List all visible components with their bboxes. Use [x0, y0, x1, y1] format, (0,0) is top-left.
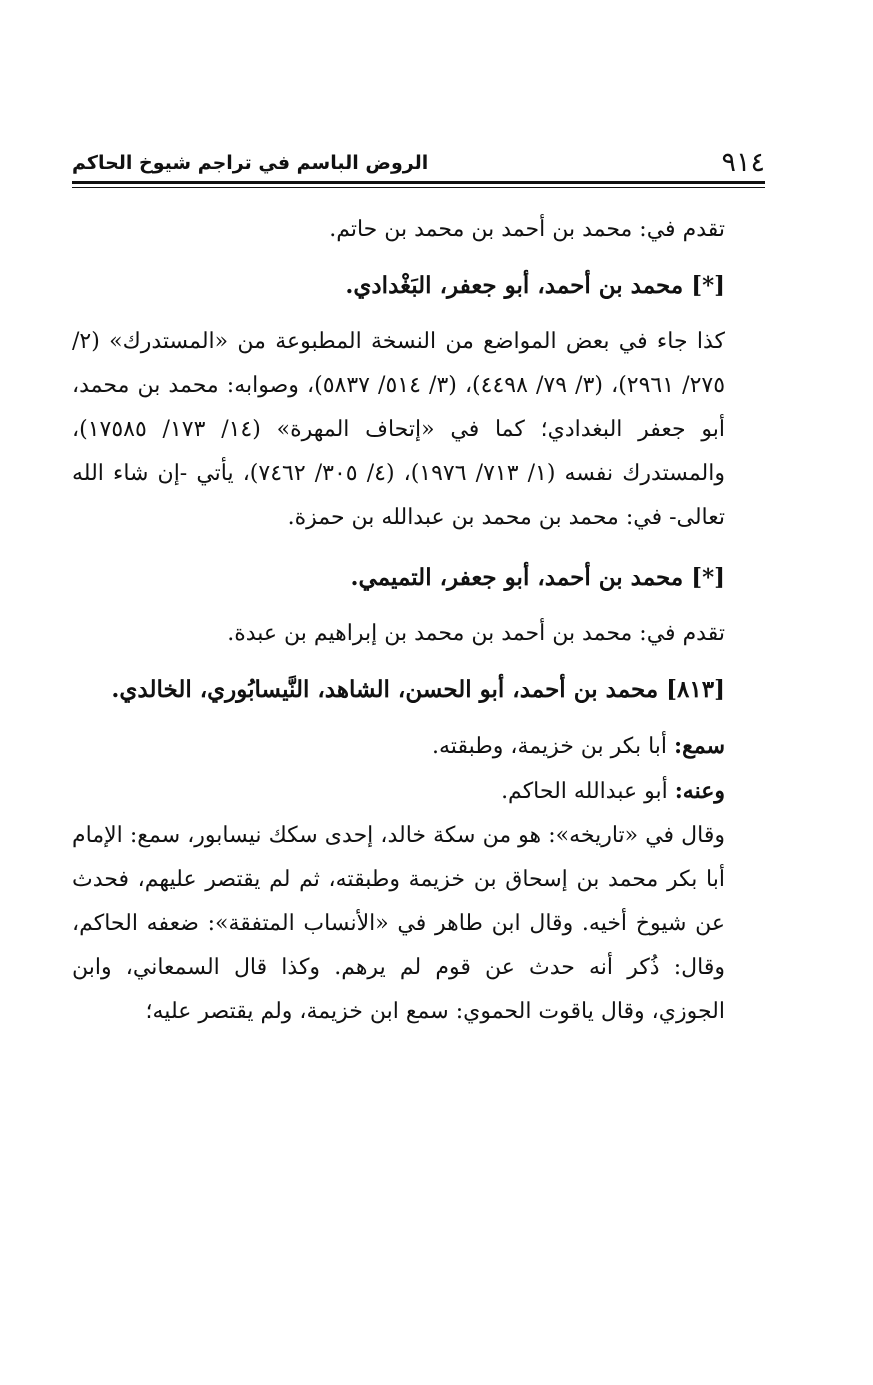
- entry-heading: [*] محمد بن أحمد، أبو جعفر، التميمي.: [350, 564, 725, 591]
- heard-from-line: [72, 724, 765, 769]
- narrated-by-line: [72, 769, 765, 814]
- header-rule-thin: [72, 187, 765, 188]
- narrated-by-label: وعنه:: [674, 778, 725, 804]
- entry-heading: [٨١٣] محمد بن أحمد، أبو الحسن، الشاهد، النَّيسابُوري، الخالدي.: [111, 676, 725, 703]
- heard-from-text: أبا بكر بن خزيمة، وطبقته.: [432, 734, 668, 759]
- entry-paragraph: كذا جاء في بعض المواضع من النسخة المطبوعة من «المستدرك» (٢/ ٢٧٥/ ٢٩٦١)، (٣/ ٧٩/ ٤٤٩٨)، (٣/ ٥١٤/ ٥٨٣٧)، وصوابه: محمد بن محمد، أبو جعفر البغدادي؛ كما في «إتحاف المهرة» (١٤/ ١٧٣/ ١٧٥٨٥)، والمستدرك نفسه (١/ ٧١٣/ ١٩٧٦)، (٤/ ٣٠٥/ ٧٤٦٢)، يأتي -إن شاء الله تعالى- في: محمد بن محمد بن عبدالله بن حمزة.: [72, 329, 726, 530]
- narrated-by-text: أبو عبدالله الحاكم.: [501, 779, 668, 804]
- entry-paragraph: وقال في «تاريخه»: هو من سكة خالد، إحدى سكك نيسابور، سمع: الإمام أبا بكر محمد بن إسحاق بن خزيمة وطبقته، ثم لم يقتصر عليهم، فحدث عن شيوخ أخيه. وقال ابن طاهر في «الأنساب المتفقة»: ضعفه الحاكم، وقال: ذُكر أنه حدث عن قوم لم يرهم. وكذا قال السمعاني، وابن الجوزي، وقال ياقوت الحموي: سمع ابن خزيمة، ولم يقتصر عليه؛: [72, 823, 725, 1024]
- page-number: ٩١٤: [721, 147, 765, 178]
- running-header: [72, 140, 765, 178]
- entry-heading: [*] محمد بن أحمد، أبو جعفر، البَغْدادي.: [345, 272, 725, 299]
- page-body: [72, 208, 765, 1034]
- header-rule-thick: [72, 181, 765, 184]
- book-title: الروض الباسم في تراجم شيوخ الحاكم: [72, 152, 429, 174]
- cross-reference-line: تقدم في: محمد بن أحمد بن محمد بن إبراهيم بن عبدة.: [227, 621, 725, 646]
- heard-from-label: سمع:: [674, 733, 725, 759]
- cross-reference-line: تقدم في: محمد بن أحمد بن محمد بن حاتم.: [329, 217, 725, 242]
